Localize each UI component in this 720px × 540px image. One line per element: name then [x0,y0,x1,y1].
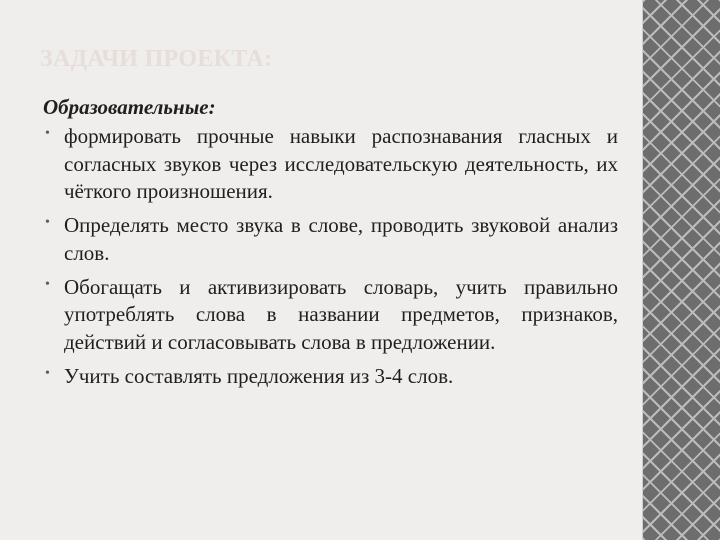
bullet-icon: • [45,215,50,231]
slide-title: ЗАДАЧИ ПРОЕКТА: [40,46,273,72]
bullet-text: Учить составлять предложения из 3-4 слов. [64,363,454,388]
bullet-icon: • [45,365,50,381]
bullet-icon: • [45,276,50,292]
bullet-text: Определять место звука в слове, проводить звуковой анализ слов. [64,213,618,265]
bullet-item [43,363,618,391]
bullet-list [43,123,618,390]
bullet-icon: • [45,126,50,141]
slide-content [43,93,618,396]
section-heading: Образовательные: [43,95,216,119]
bullet-item [43,123,618,206]
bullet-text: Обогащать и активизировать словарь, учить правильно употреблять слова в названии предметов, признаков, действий и согласовывать слова в предложении. [64,274,618,354]
bullet-item [43,274,618,357]
bullet-item [43,212,618,267]
bullet-text: формировать прочные навыки распознавания гласных и согласных звуков через исследовательскую деятельность, их чёткого произношения. [64,124,618,204]
decorative-diamond-pattern [642,0,720,540]
